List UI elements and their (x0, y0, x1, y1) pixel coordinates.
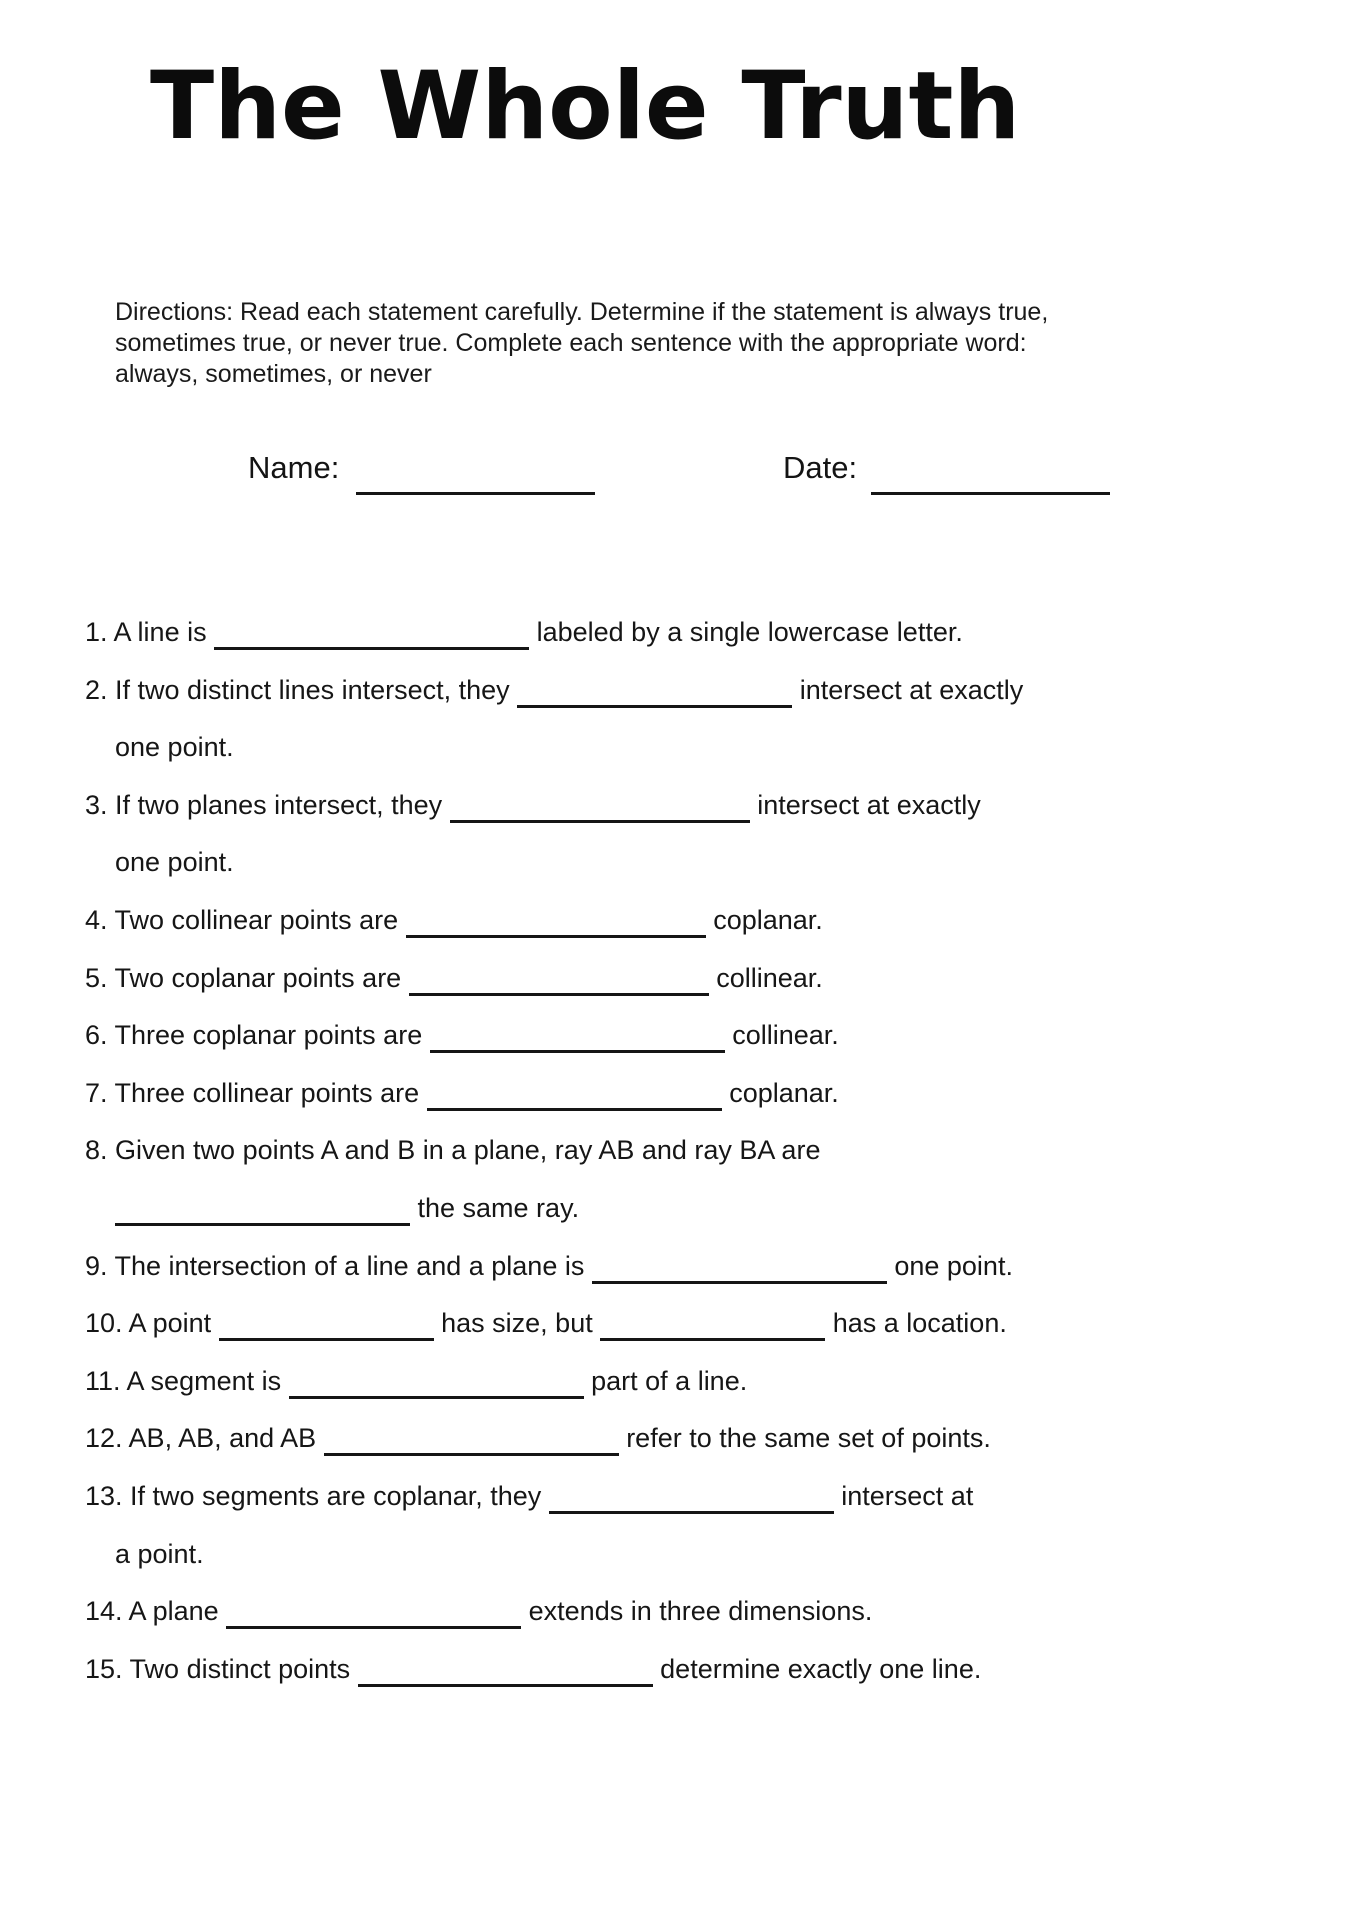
question-text: 8. Given two points A and B in a plane, ray AB and ray BA are (85, 1135, 821, 1166)
question-text: intersect at (833, 1480, 974, 1511)
answer-blank[interactable] (430, 1050, 725, 1053)
directions-line: Directions: Read each statement carefully. Determine if the statement is always true, (115, 298, 1049, 326)
answer-blank[interactable] (517, 705, 792, 708)
question-text: 10. A point (85, 1308, 219, 1339)
questions-list (85, 604, 1308, 1698)
question-line (85, 604, 1308, 662)
question-text: has a location. (825, 1308, 1007, 1339)
question-text: collinear. (708, 962, 823, 993)
question-text: the same ray. (410, 1192, 580, 1223)
question-text: 5. Two coplanar points are (85, 962, 409, 993)
name-input-line[interactable] (356, 458, 595, 495)
question-line (85, 1295, 1308, 1353)
question-text: 3. If two planes intersect, they (85, 789, 450, 820)
answer-blank[interactable] (219, 1338, 434, 1341)
question-text: one point. (115, 847, 234, 878)
question-text: extends in three dimensions. (521, 1596, 873, 1627)
question-text: intersect at exactly (749, 789, 981, 820)
question-text: refer to the same set of points. (618, 1423, 991, 1454)
question-line (85, 1410, 1308, 1468)
question-continuation-line (85, 1526, 1308, 1584)
question-text: 1. A line is (85, 617, 215, 647)
question-text: 9. The intersection of a line and a plane is (85, 1250, 592, 1281)
question-text: 7. Three collinear points are (85, 1077, 427, 1108)
date-input-line[interactable] (871, 458, 1110, 495)
question-text: one point. (886, 1250, 1013, 1281)
date-label: Date: (783, 450, 858, 485)
directions (115, 297, 1048, 390)
question-text: coplanar. (705, 904, 823, 935)
answer-blank[interactable] (214, 647, 529, 650)
answer-blank[interactable] (427, 1108, 722, 1111)
answer-blank[interactable] (409, 993, 709, 996)
answer-blank[interactable] (324, 1453, 619, 1456)
question-line (85, 1468, 1308, 1526)
question-text: labeled by a single lowercase letter. (529, 617, 963, 647)
question-line (85, 1238, 1308, 1296)
question-text: 13. If two segments are coplanar, they (85, 1480, 549, 1511)
question-text: intersect at exactly (792, 674, 1024, 705)
answer-blank[interactable] (406, 935, 706, 938)
question-continuation-line (85, 1180, 1308, 1238)
question-line (85, 1641, 1308, 1699)
question-text: collinear. (724, 1020, 839, 1051)
answer-blank[interactable] (600, 1338, 825, 1341)
question-text: 6. Three coplanar points are (85, 1020, 430, 1051)
answer-blank[interactable] (450, 820, 750, 823)
question-text: 11. A segment is (85, 1365, 289, 1396)
answer-blank[interactable] (226, 1626, 521, 1629)
answer-blank[interactable] (115, 1223, 410, 1226)
question-line (85, 777, 1308, 835)
question-line (85, 950, 1308, 1008)
question-line (85, 1583, 1308, 1641)
answer-blank[interactable] (358, 1684, 653, 1687)
question-text: a point. (115, 1538, 204, 1569)
question-text: 15. Two distinct points (85, 1653, 358, 1684)
question-text: 12. AB, AB, and AB (85, 1423, 324, 1454)
question-text: coplanar. (721, 1077, 839, 1108)
question-text: part of a line. (583, 1365, 748, 1396)
question-text: one point. (115, 732, 234, 763)
question-continuation-line (85, 834, 1308, 892)
question-text: has size, but (433, 1308, 601, 1339)
question-text: 2. If two distinct lines intersect, they (85, 674, 518, 705)
question-text: 14. A plane (85, 1596, 227, 1627)
name-label: Name: (248, 450, 340, 485)
question-text: determine exactly one line. (652, 1653, 982, 1684)
question-line (85, 892, 1308, 950)
directions-line: sometimes true, or never true. Complete each sentence with the appropriate word: (115, 329, 1027, 357)
answer-blank[interactable] (549, 1511, 834, 1514)
question-line (85, 1122, 1308, 1180)
question-line (85, 1007, 1308, 1065)
question-continuation-line (85, 719, 1308, 777)
directions-line: always, sometimes, or never (115, 360, 432, 388)
question-line (85, 662, 1308, 720)
worksheet-title: The Whole Truth (150, 52, 1021, 161)
answer-blank[interactable] (289, 1396, 584, 1399)
question-line (85, 1353, 1308, 1411)
answer-blank[interactable] (592, 1281, 887, 1284)
question-text: 4. Two collinear points are (85, 904, 406, 935)
question-line (85, 1065, 1308, 1123)
